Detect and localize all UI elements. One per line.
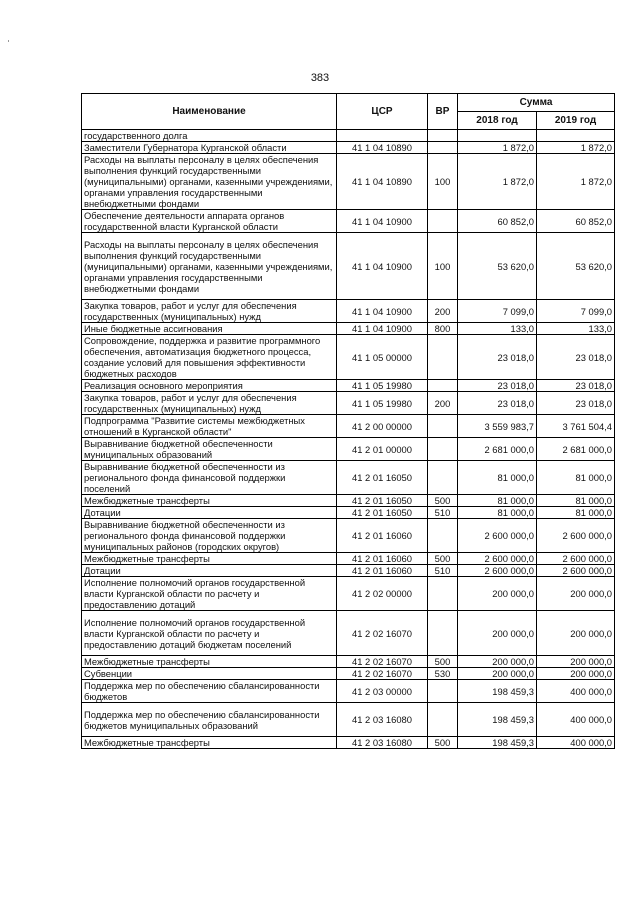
- budget-table: [81, 93, 615, 749]
- row-sum-2019-cell: [537, 130, 615, 142]
- row-vr-cell: [428, 210, 458, 233]
- row-csr-cell: 41 2 02 16070: [337, 611, 428, 656]
- row-sum-2019-cell: 3 761 504,4: [537, 415, 615, 438]
- table-row: [82, 154, 615, 210]
- table-row: [82, 392, 615, 415]
- row-csr-cell: 41 2 02 16070: [337, 668, 428, 680]
- row-sum-2019-cell: 1 872,0: [537, 154, 615, 210]
- row-csr-cell: 41 2 01 16050: [337, 507, 428, 519]
- row-name-cell: Межбюджетные трансферты: [82, 553, 337, 565]
- row-sum-2018-cell: 1 872,0: [458, 154, 537, 210]
- table-row: [82, 461, 615, 495]
- row-sum-2019-cell: 23 018,0: [537, 380, 615, 392]
- row-name-cell: Исполнение полномочий органов государственной власти Курганской области по расчету и предоставлению дотаций бюджетам поселений: [82, 611, 337, 656]
- row-sum-2018-cell: 23 018,0: [458, 380, 537, 392]
- table-row: [82, 519, 615, 553]
- row-sum-2019-cell: 200 000,0: [537, 577, 615, 611]
- header-name: Наименование: [82, 94, 337, 130]
- row-vr-cell: [428, 438, 458, 461]
- row-name-cell: Поддержка мер по обеспечению сбалансированности бюджетов муниципальных образований: [82, 703, 337, 737]
- row-sum-2018-cell: [458, 130, 537, 142]
- row-sum-2018-cell: 198 459,3: [458, 703, 537, 737]
- table-row: [82, 233, 615, 300]
- row-sum-2019-cell: 2 681 000,0: [537, 438, 615, 461]
- row-sum-2018-cell: 2 600 000,0: [458, 519, 537, 553]
- row-csr-cell: 41 1 04 10900: [337, 323, 428, 335]
- row-sum-2019-cell: 53 620,0: [537, 233, 615, 300]
- row-sum-2018-cell: 1 872,0: [458, 142, 537, 154]
- row-name-cell: Расходы на выплаты персоналу в целях обеспечения выполнения функций государственными (муниципальными) органами, казенными учреждениями, органами управления государственными внебюджетными фондами: [82, 233, 337, 300]
- row-name-cell: Подпрограмма "Развитие системы межбюджетных отношений в Курганской области": [82, 415, 337, 438]
- row-name-cell: государственного долга: [82, 130, 337, 142]
- row-name-cell: Реализация основного мероприятия: [82, 380, 337, 392]
- row-vr-cell: [428, 380, 458, 392]
- row-vr-cell: 500: [428, 495, 458, 507]
- table-row: [82, 737, 615, 749]
- row-vr-cell: 510: [428, 507, 458, 519]
- row-sum-2018-cell: 81 000,0: [458, 461, 537, 495]
- row-sum-2019-cell: 23 018,0: [537, 392, 615, 415]
- table-row: [82, 300, 615, 323]
- row-sum-2018-cell: 3 559 983,7: [458, 415, 537, 438]
- row-name-cell: Сопровождение, поддержка и развитие программного обеспечения, автоматизация бюджетного процесса, создание условий для повышения эффективности бюджетных расходов: [82, 335, 337, 380]
- row-csr-cell: 41 2 03 16080: [337, 737, 428, 749]
- row-sum-2018-cell: 81 000,0: [458, 495, 537, 507]
- table-row: [82, 680, 615, 703]
- row-vr-cell: 500: [428, 737, 458, 749]
- header-vr: ВР: [428, 94, 458, 130]
- row-name-cell: Межбюджетные трансферты: [82, 737, 337, 749]
- row-sum-2018-cell: 7 099,0: [458, 300, 537, 323]
- table-row: [82, 130, 615, 142]
- row-sum-2018-cell: 2 681 000,0: [458, 438, 537, 461]
- row-vr-cell: [428, 461, 458, 495]
- row-sum-2019-cell: 200 000,0: [537, 611, 615, 656]
- row-sum-2019-cell: 400 000,0: [537, 737, 615, 749]
- row-vr-cell: 530: [428, 668, 458, 680]
- row-vr-cell: 200: [428, 392, 458, 415]
- row-vr-cell: [428, 130, 458, 142]
- row-name-cell: Заместители Губернатора Курганской области: [82, 142, 337, 154]
- row-vr-cell: [428, 680, 458, 703]
- row-csr-cell: 41 2 03 00000: [337, 680, 428, 703]
- row-sum-2019-cell: 81 000,0: [537, 495, 615, 507]
- row-csr-cell: 41 1 04 10890: [337, 142, 428, 154]
- table-row: [82, 415, 615, 438]
- row-csr-cell: 41 2 03 16080: [337, 703, 428, 737]
- row-name-cell: Поддержка мер по обеспечению сбалансированности бюджетов: [82, 680, 337, 703]
- row-csr-cell: 41 1 04 10900: [337, 210, 428, 233]
- row-sum-2018-cell: 2 600 000,0: [458, 565, 537, 577]
- header-year-2018: 2018 год: [458, 112, 537, 130]
- row-vr-cell: [428, 577, 458, 611]
- table-row: [82, 577, 615, 611]
- header-csr: ЦСР: [337, 94, 428, 130]
- row-sum-2018-cell: 198 459,3: [458, 680, 537, 703]
- row-csr-cell: 41 2 02 16070: [337, 656, 428, 668]
- row-name-cell: Обеспечение деятельности аппарата органов государственной власти Курганской области: [82, 210, 337, 233]
- table-row: [82, 553, 615, 565]
- row-sum-2018-cell: 23 018,0: [458, 392, 537, 415]
- row-csr-cell: 41 1 05 00000: [337, 335, 428, 380]
- row-sum-2019-cell: 1 872,0: [537, 142, 615, 154]
- row-vr-cell: [428, 703, 458, 737]
- row-sum-2019-cell: 400 000,0: [537, 680, 615, 703]
- row-sum-2019-cell: 81 000,0: [537, 507, 615, 519]
- row-csr-cell: 41 2 01 00000: [337, 438, 428, 461]
- row-sum-2018-cell: 81 000,0: [458, 507, 537, 519]
- table-row: [82, 507, 615, 519]
- row-csr-cell: [337, 130, 428, 142]
- header-sum: Сумма: [458, 94, 615, 112]
- row-csr-cell: 41 2 01 16060: [337, 553, 428, 565]
- table-row: [82, 142, 615, 154]
- row-name-cell: Расходы на выплаты персоналу в целях обеспечения выполнения функций государственными (муниципальными) органами, казенными учреждениями, органами управления государственными внебюджетными фондами: [82, 154, 337, 210]
- table-row: [82, 611, 615, 656]
- row-sum-2018-cell: 200 000,0: [458, 577, 537, 611]
- row-sum-2019-cell: 400 000,0: [537, 703, 615, 737]
- row-sum-2018-cell: 200 000,0: [458, 611, 537, 656]
- row-csr-cell: 41 2 02 00000: [337, 577, 428, 611]
- row-sum-2019-cell: 81 000,0: [537, 461, 615, 495]
- row-vr-cell: 510: [428, 565, 458, 577]
- row-sum-2018-cell: 2 600 000,0: [458, 553, 537, 565]
- row-name-cell: Закупка товаров, работ и услуг для обеспечения государственных (муниципальных) нужд: [82, 392, 337, 415]
- row-csr-cell: 41 1 04 10890: [337, 154, 428, 210]
- table-row: [82, 335, 615, 380]
- row-csr-cell: 41 1 05 19980: [337, 392, 428, 415]
- row-name-cell: Субвенции: [82, 668, 337, 680]
- row-name-cell: Иные бюджетные ассигнования: [82, 323, 337, 335]
- row-csr-cell: 41 1 04 10900: [337, 300, 428, 323]
- row-sum-2018-cell: 23 018,0: [458, 335, 537, 380]
- page-number: 383: [310, 72, 330, 84]
- row-vr-cell: 100: [428, 154, 458, 210]
- row-sum-2018-cell: 133,0: [458, 323, 537, 335]
- row-sum-2018-cell: 53 620,0: [458, 233, 537, 300]
- table-body: [82, 130, 615, 749]
- row-csr-cell: 41 2 01 16050: [337, 461, 428, 495]
- row-name-cell: Выравнивание бюджетной обеспеченности муниципальных образований: [82, 438, 337, 461]
- row-vr-cell: 800: [428, 323, 458, 335]
- row-name-cell: Межбюджетные трансферты: [82, 495, 337, 507]
- row-sum-2019-cell: 2 600 000,0: [537, 553, 615, 565]
- row-name-cell: Выравнивание бюджетной обеспеченности из регионального фонда финансовой поддержки поселений: [82, 461, 337, 495]
- table-row: [82, 438, 615, 461]
- table-row: [82, 565, 615, 577]
- row-sum-2019-cell: 133,0: [537, 323, 615, 335]
- row-vr-cell: [428, 519, 458, 553]
- row-vr-cell: [428, 611, 458, 656]
- row-name-cell: Выравнивание бюджетной обеспеченности из регионального фонда финансовой поддержки муниципальных районов (городских округов): [82, 519, 337, 553]
- row-sum-2019-cell: 7 099,0: [537, 300, 615, 323]
- row-sum-2018-cell: 60 852,0: [458, 210, 537, 233]
- row-name-cell: Межбюджетные трансферты: [82, 656, 337, 668]
- table-row: [82, 380, 615, 392]
- row-vr-cell: 200: [428, 300, 458, 323]
- row-csr-cell: 41 2 01 16060: [337, 519, 428, 553]
- row-sum-2019-cell: 2 600 000,0: [537, 565, 615, 577]
- row-sum-2018-cell: 200 000,0: [458, 656, 537, 668]
- row-sum-2019-cell: 2 600 000,0: [537, 519, 615, 553]
- row-vr-cell: 100: [428, 233, 458, 300]
- row-csr-cell: 41 2 00 00000: [337, 415, 428, 438]
- table-row: [82, 656, 615, 668]
- row-sum-2019-cell: 200 000,0: [537, 656, 615, 668]
- row-csr-cell: 41 1 04 10900: [337, 233, 428, 300]
- row-name-cell: Дотации: [82, 565, 337, 577]
- row-sum-2019-cell: 200 000,0: [537, 668, 615, 680]
- row-sum-2019-cell: 60 852,0: [537, 210, 615, 233]
- row-name-cell: Исполнение полномочий органов государственной власти Курганской области по расчету и предоставлению дотаций: [82, 577, 337, 611]
- table-row: [82, 323, 615, 335]
- table-row: [82, 210, 615, 233]
- scan-mark: [8, 40, 9, 42]
- row-csr-cell: 41 2 01 16060: [337, 565, 428, 577]
- row-csr-cell: 41 2 01 16050: [337, 495, 428, 507]
- header-year-2019: 2019 год: [537, 112, 615, 130]
- row-name-cell: Закупка товаров, работ и услуг для обеспечения государственных (муниципальных) нужд: [82, 300, 337, 323]
- table-row: [82, 703, 615, 737]
- table-row: [82, 668, 615, 680]
- row-sum-2018-cell: 198 459,3: [458, 737, 537, 749]
- row-name-cell: Дотации: [82, 507, 337, 519]
- row-csr-cell: 41 1 05 19980: [337, 380, 428, 392]
- row-vr-cell: [428, 335, 458, 380]
- table-header: [82, 94, 615, 130]
- row-vr-cell: 500: [428, 553, 458, 565]
- row-vr-cell: [428, 415, 458, 438]
- row-sum-2019-cell: 23 018,0: [537, 335, 615, 380]
- row-vr-cell: [428, 142, 458, 154]
- row-vr-cell: 500: [428, 656, 458, 668]
- table-row: [82, 495, 615, 507]
- row-sum-2018-cell: 200 000,0: [458, 668, 537, 680]
